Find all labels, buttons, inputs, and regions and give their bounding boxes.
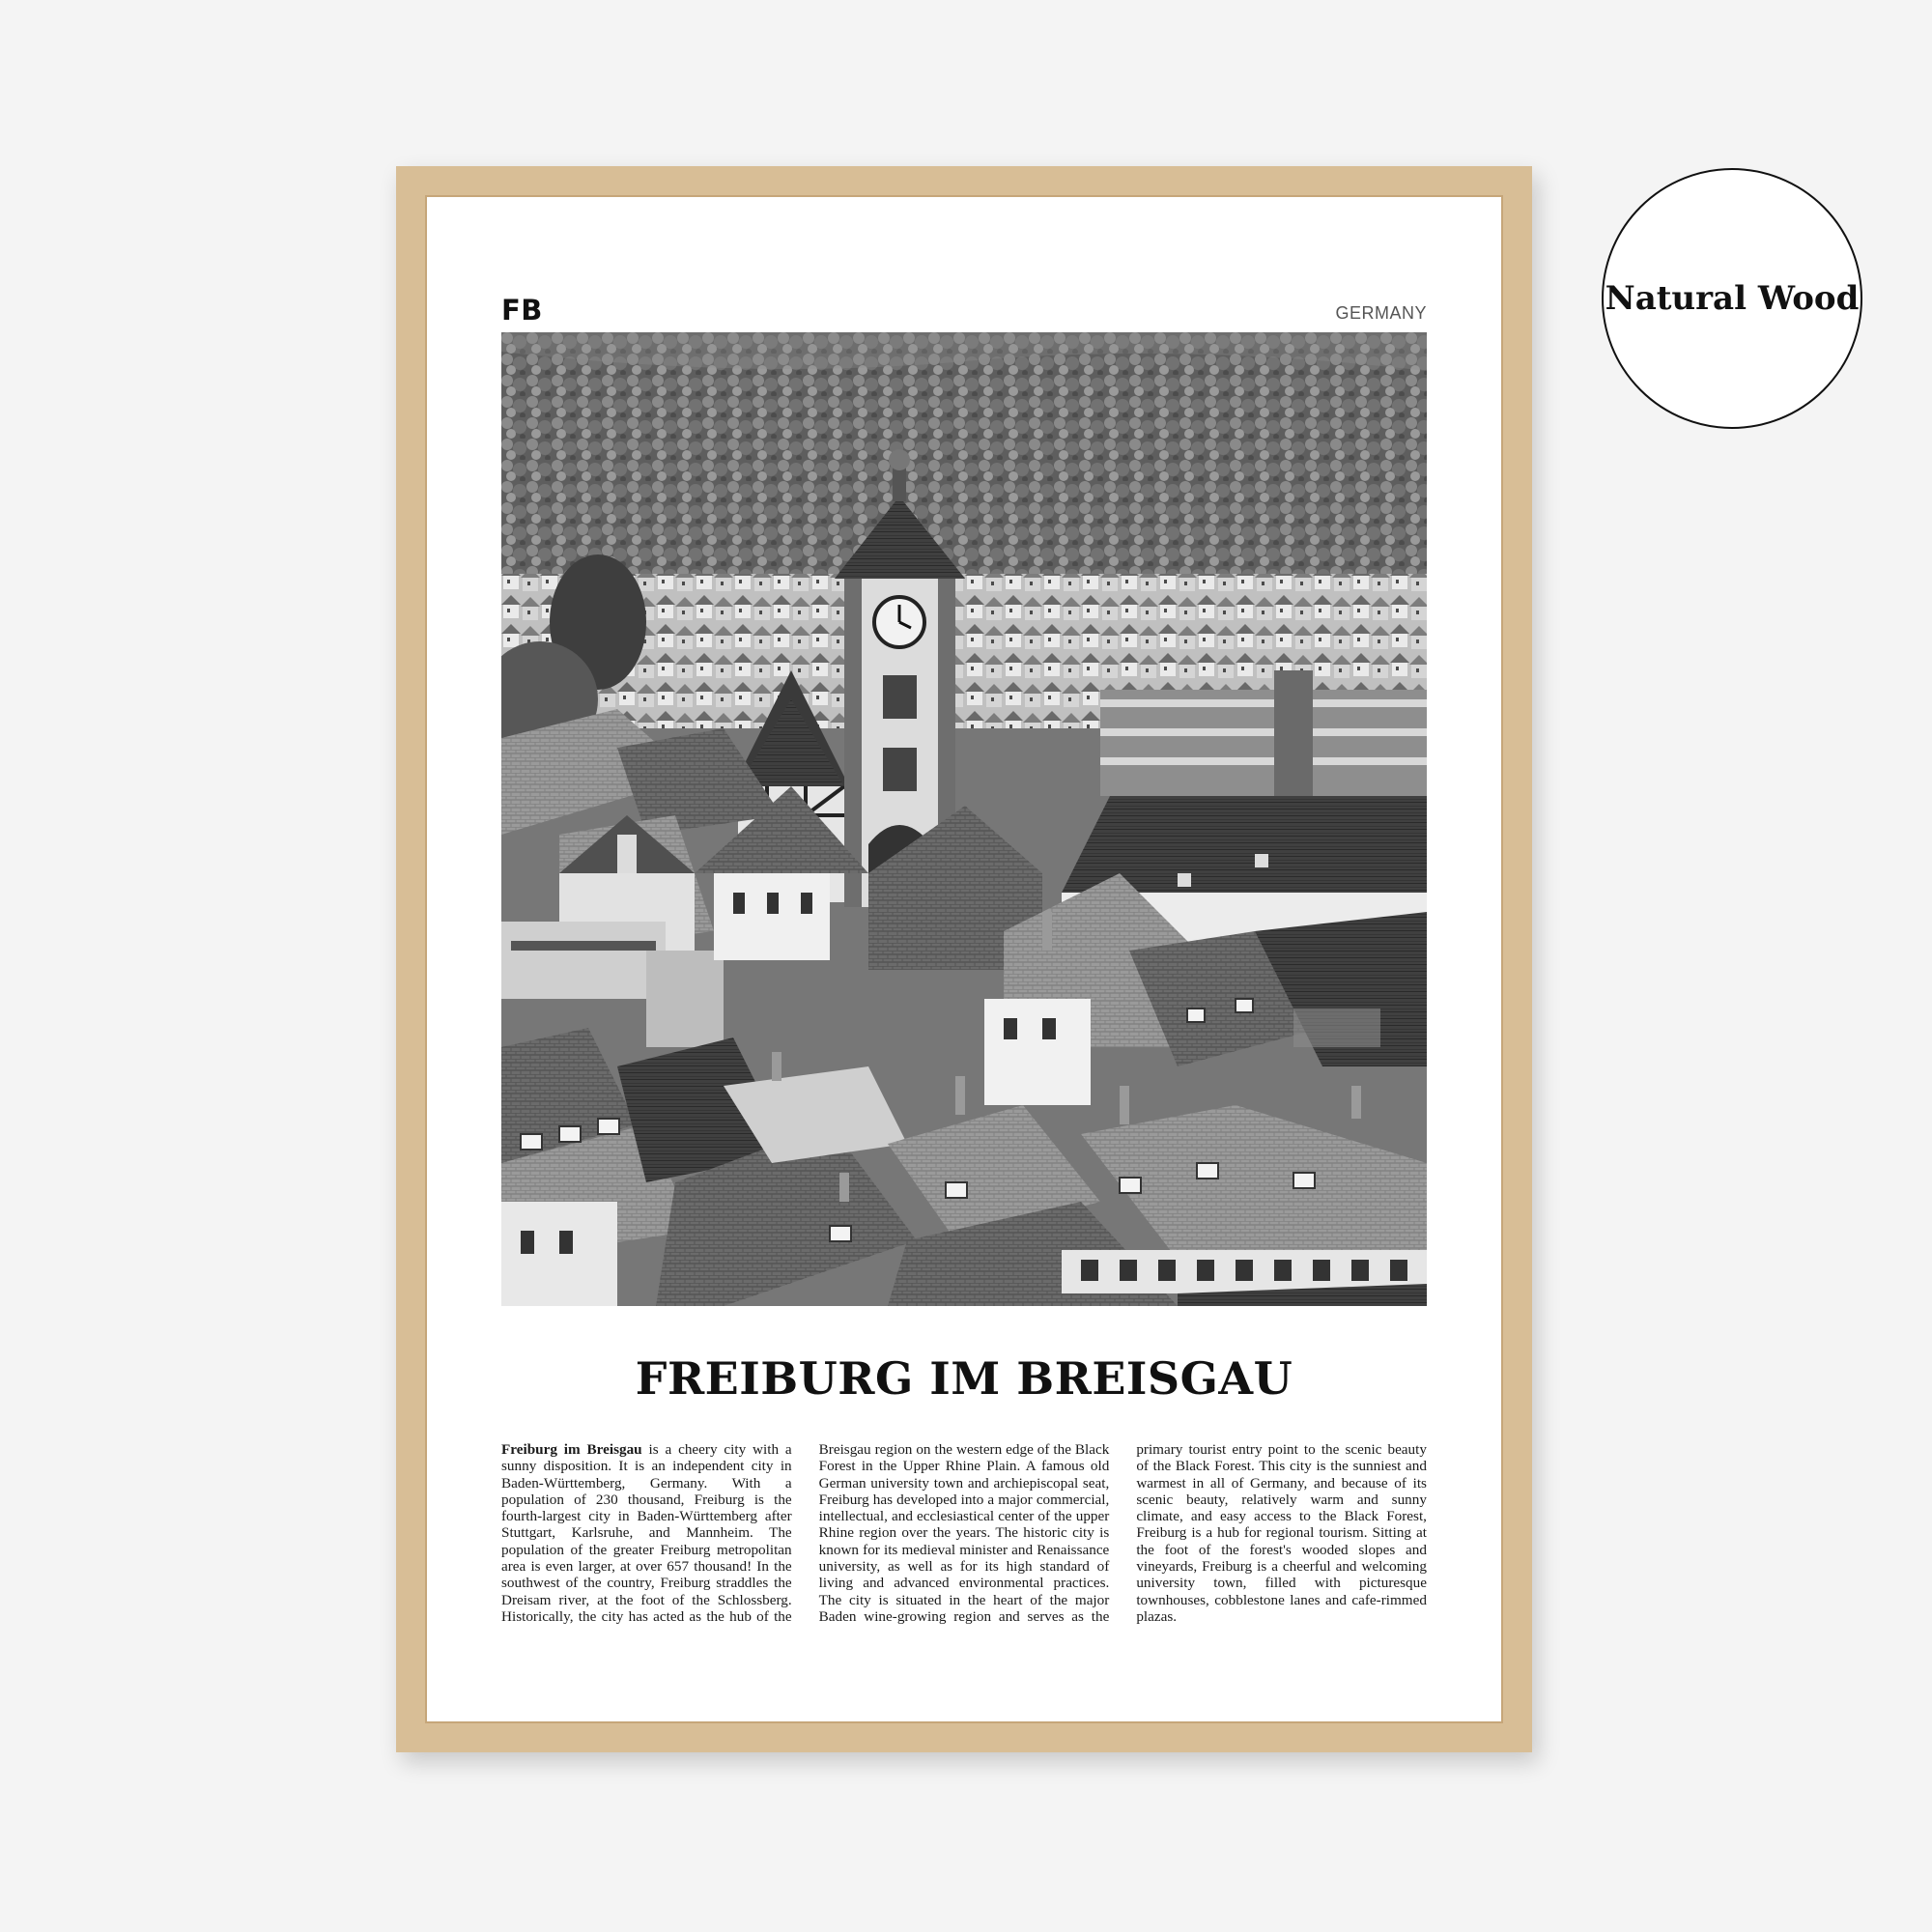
description-body: is a cheery city with a sunny disposition. It is an independent city in Baden-Württemberg, Germany. With a population of 230 thousand, Freiburg is the fourth-largest city in Baden-Württemberg after Stuttgart, Karlsruhe, and Mannheim. The population of the greater Freiburg metropolitan area is even larger, at over 657 thousand! In the southwest of the country, Freiburg straddles the Dreisam river, at the foot of the Schlossberg. Historically, the city has acted as the hub of the Breisgau region on the western edge of the Black Forest in the Upper Rhine Plain. A famous old German university town and archiepiscopal seat, Freiburg has developed into a major commercial, intellectual, and ecclesiastical center of the upper Rhine region over the years. The historic city is known for its medieval minister and Renaissance university, as well as for its high standard of living and advanced environmental practices. The city is situated in the heart of the major Baden wine-growing region and serves as the primary tourist entry point to the scenic beauty of the Black Forest. This city is the sunniest and warmest in all of Germany, and because of its scenic beauty, relatively warm and sunny climate, and easy access to the Black Forest, Freiburg is a hub for regional tourism. Sitting at the foot of the forest's wooded slopes and vineyards, Freiburg is a cheerful and welcoming university town, filled with picturesque townhouses, cobblestone lanes and cafe-rimmed plazas. bbox=[501, 1441, 1427, 1625]
badge-label: Natural Wood bbox=[1605, 279, 1860, 318]
brand-abbreviation: FB bbox=[501, 294, 543, 327]
wooden-frame bbox=[396, 166, 1532, 1752]
poster-mat bbox=[425, 195, 1503, 1723]
natural-wood-badge bbox=[1602, 168, 1862, 429]
country-label: GERMANY bbox=[1335, 303, 1427, 323]
poster-title: FREIBURG IM BREISGAU bbox=[635, 1352, 1293, 1405]
description-lead: Freiburg im Breisgau bbox=[501, 1441, 642, 1458]
city-photo bbox=[501, 332, 1427, 1306]
poster-description bbox=[501, 1441, 1427, 1625]
